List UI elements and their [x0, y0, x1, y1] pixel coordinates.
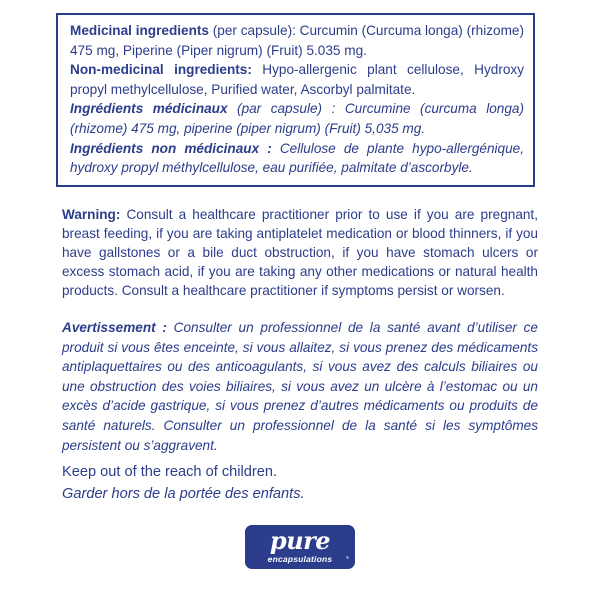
warning-en-text: Consult a healthcare practitioner prior to use if you are pregnant, breast feeding, if you are taking antiplatelet medication or blood thinners, if you have gallstones or a bile duct obstruction, if you have stomach ulcers or excess stomach acid, if you are taking any other medications or natural health products. Consult a healthcare practitioner if symptoms persist or worsen.: [62, 207, 538, 298]
warning-fr-text: Consulter un professionnel de la santé avant d’utiliser ce produit si vous êtes enceinte, si vous allaitez, si vous prenez des médicaments antiplaquettaires ou des anticoagulants, si vous avez des calculs biliaires ou une obstruction des voies biliaires, si vous avez un ulcère à l’estomac ou un excès d’acide gastrique, si vous prenez d’autres médicaments ou produits de santé naturels. Consulter un professionnel de la santé si les symptômes persistent ou s’aggravent.: [62, 320, 538, 453]
non-medicinal-ingredients-en-text: Hypo-allergenic plant cellulose, Hydroxy propyl methylcellulose, Purified water, Ascorbyl palmitate.: [70, 62, 524, 97]
non-medicinal-ingredients-fr: [70, 139, 524, 178]
non-medicinal-ingredients-fr-heading: Ingrédients non médicinaux :: [70, 140, 272, 156]
medicinal-ingredients-fr-text: (par capsule) : Curcumine (curcuma longa) (rhizome) 475 mg, piperine (piper nigrum) (Fruit) 5,035 mg.: [70, 101, 524, 136]
logo-wordmark: pure: [269, 526, 331, 555]
warning-fr: [62, 318, 538, 455]
pure-encapsulations-logo: [245, 525, 355, 569]
logo-subtitle: encapsulations: [267, 554, 333, 564]
medicinal-ingredients-en-heading: Medicinal ingredients: [70, 23, 209, 38]
warning-en-heading: Warning:: [62, 207, 121, 222]
warning-en: [62, 205, 538, 300]
keep-out-of-reach-en: Keep out of the reach of children.: [62, 464, 277, 480]
keep-out-of-reach-fr: Garder hors de la portée des enfants.: [62, 486, 305, 502]
medicinal-ingredients-en: [70, 21, 524, 60]
ingredients-panel: [56, 13, 535, 187]
medicinal-ingredients-en-text: (per capsule): Curcumin (Curcuma longa) (rhizome) 475 mg, Piperine (Piper nigrum) (Fruit) 5.035 mg.: [70, 23, 525, 58]
non-medicinal-ingredients-fr-text: Cellulose de plante hypo-allergénique, hydroxy propyl méthylcellulose, eau purifiée, palmitate d’ascorbyle.: [70, 140, 525, 176]
non-medicinal-ingredients-en: [70, 60, 524, 99]
registered-mark-icon: ®: [346, 555, 349, 560]
non-medicinal-ingredients-en-heading: Non-medicinal ingredients:: [70, 62, 252, 78]
medicinal-ingredients-fr-heading: Ingrédients médicinaux: [70, 101, 228, 117]
warning-fr-heading: Avertissement :: [62, 320, 167, 335]
medicinal-ingredients-fr: [70, 99, 524, 138]
